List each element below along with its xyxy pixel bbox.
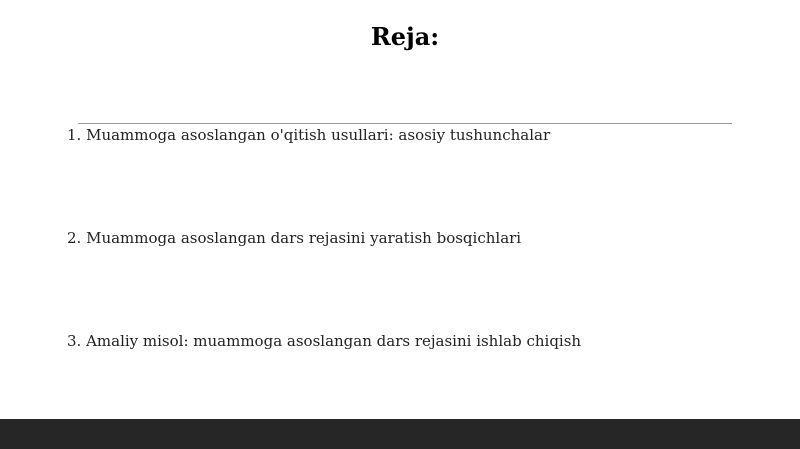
plan-item-2: 2. Muammoga asoslangan dars rejasini yaratish bosqichlari	[67, 229, 522, 247]
plan-item-1: 1. Muammoga asoslangan o'qitish usullari: asosiy tushunchalar	[67, 126, 551, 144]
slide-title: Reja:	[370, 22, 440, 51]
divider-line	[78, 123, 732, 124]
plan-item-3: 3. Amaliy misol: muammoga asoslangan dars rejasini ishlab chiqish	[67, 332, 582, 350]
bottom-bar	[0, 419, 800, 449]
